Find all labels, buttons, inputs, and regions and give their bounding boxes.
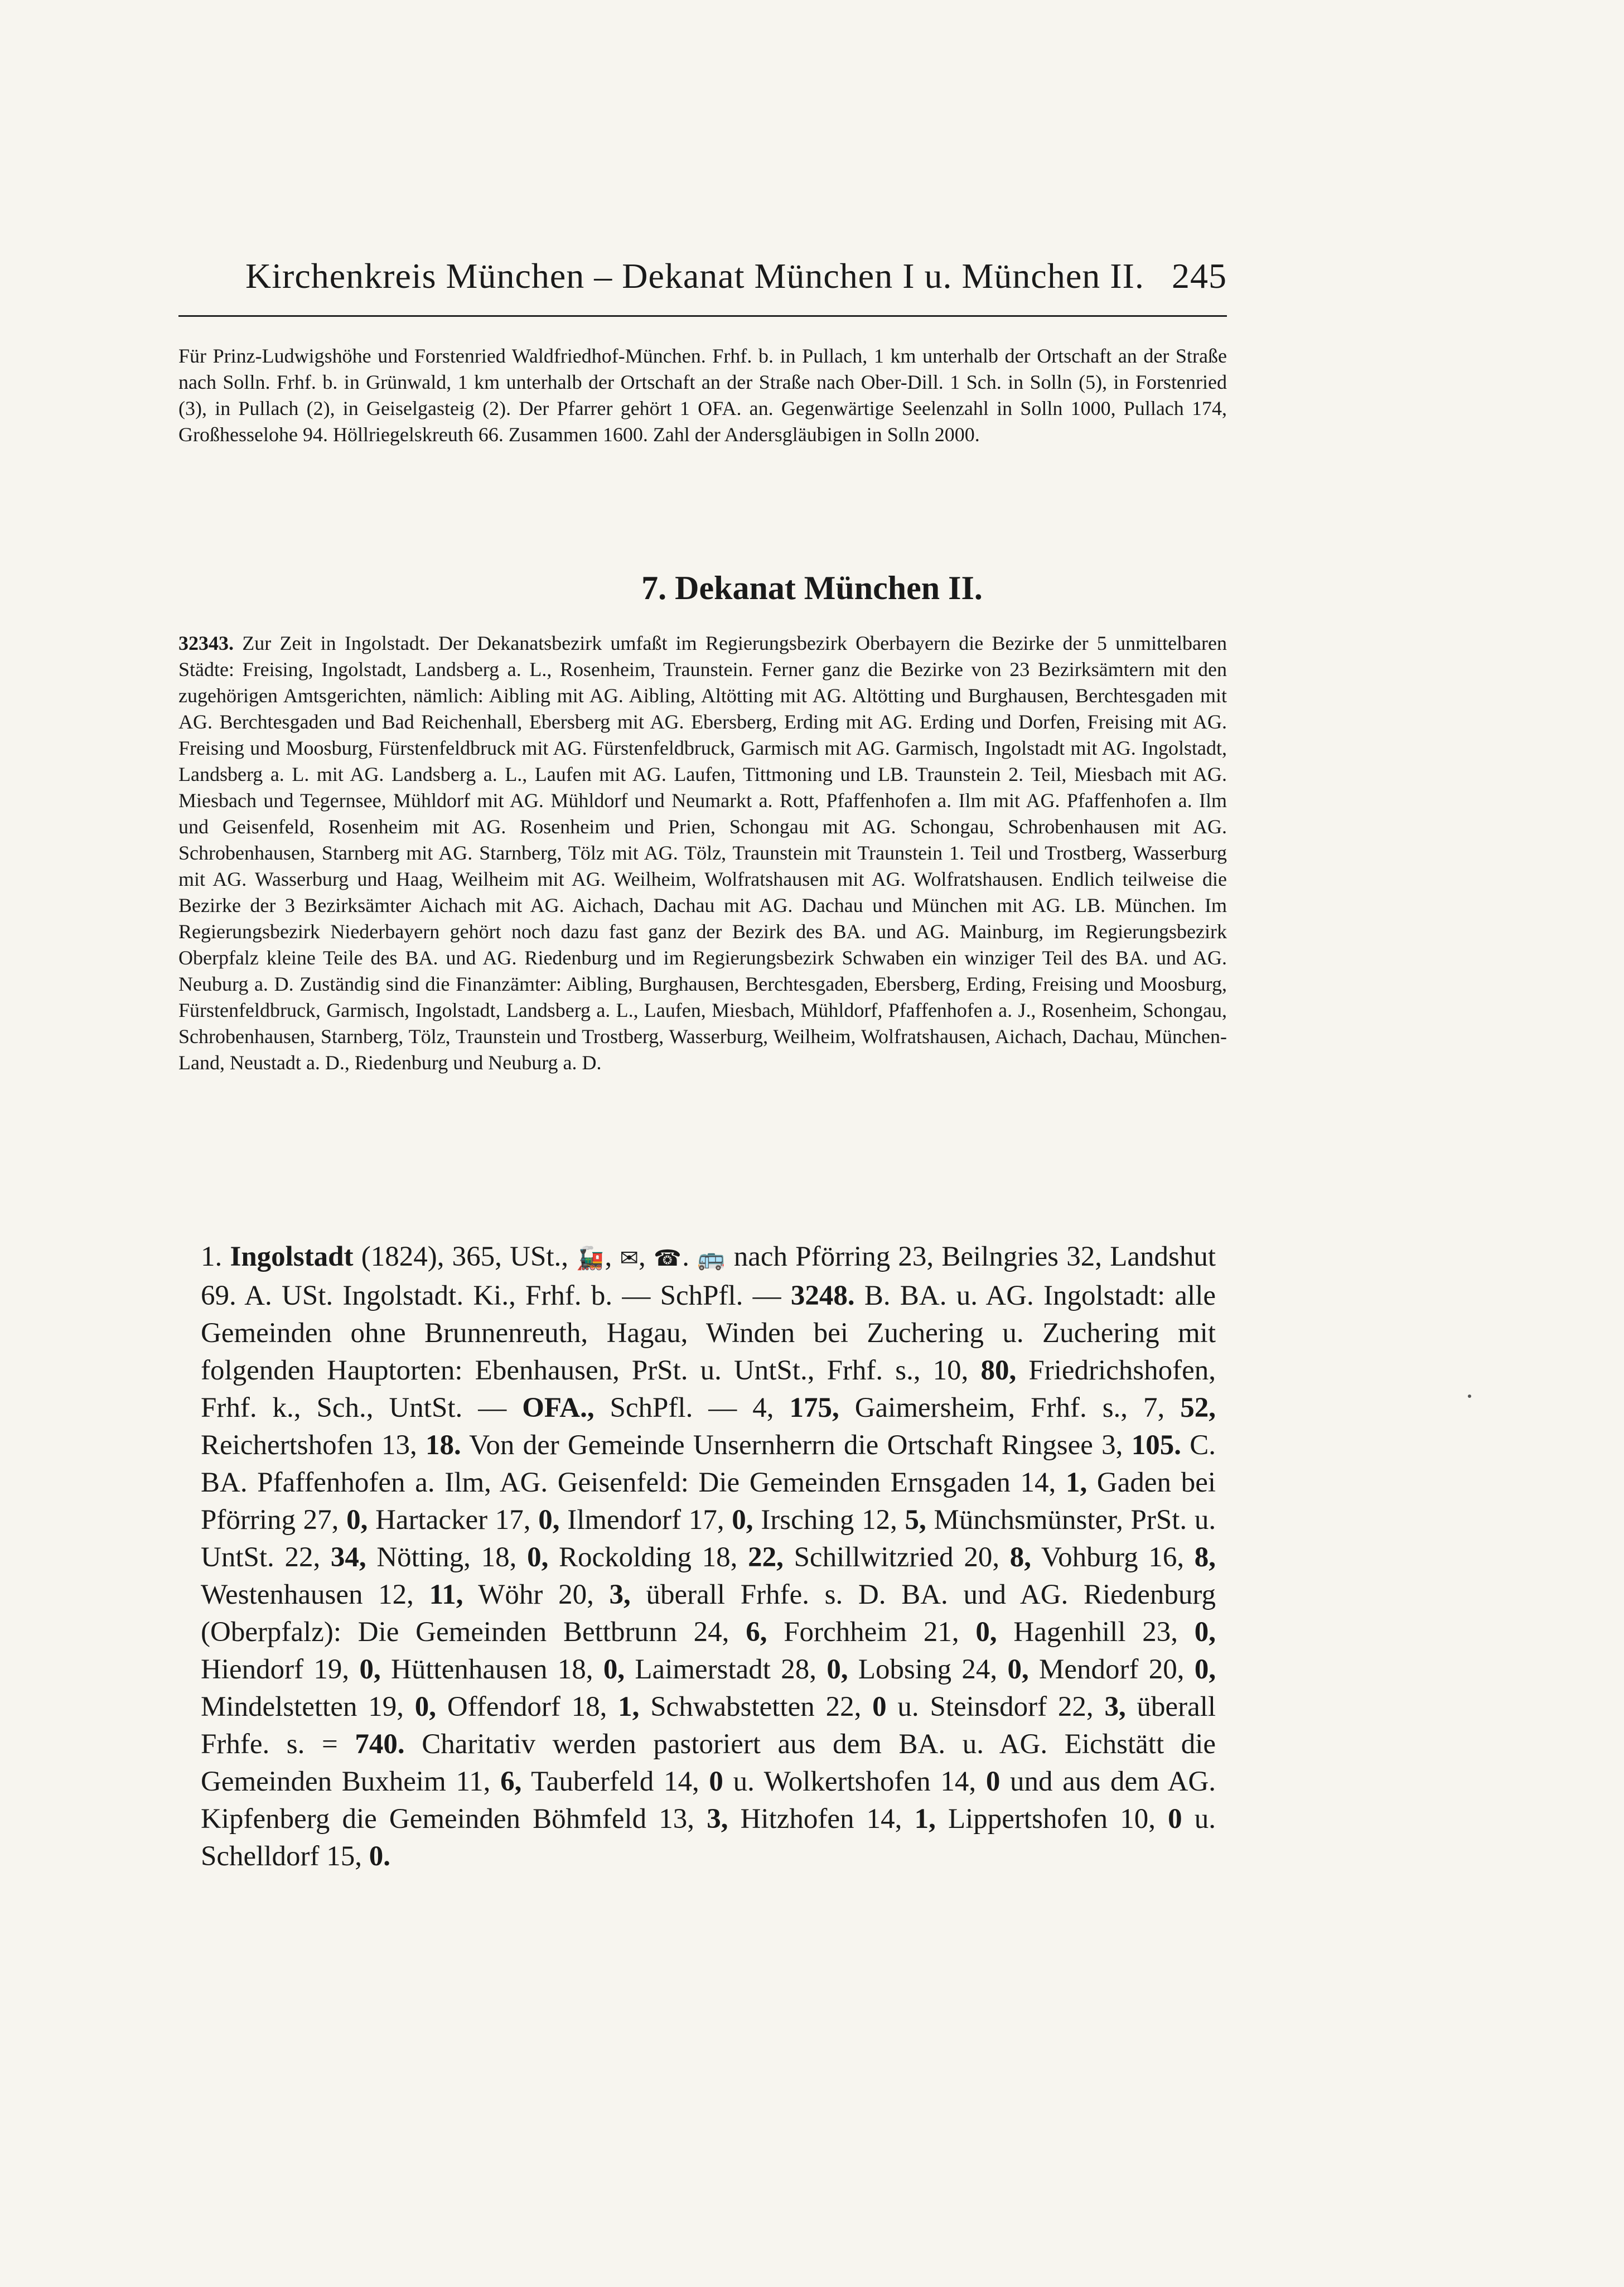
- district-number: 32343.: [178, 632, 234, 654]
- entry-text: Laimerstadt 28,: [635, 1654, 817, 1685]
- entry-text: Forchheim 21,: [784, 1617, 959, 1648]
- entry-text: Nötting, 18,: [376, 1542, 517, 1573]
- entry-figure: 8,: [1009, 1542, 1032, 1573]
- header-rule: [178, 315, 1227, 317]
- entry-figure: 1,: [1065, 1467, 1088, 1498]
- entry-figure: 6,: [500, 1766, 522, 1797]
- entry-ingolstadt: 1. Ingolstadt (1824), 365, USt., 🚂, ✉, ☎. 🚌 nach Pförring 23, Beilngries 32, Landshut 69. A. USt. Ingolstadt. Ki., Frhf. b. — SchPfl. — 3248. B. BA. u. AG. Ingolstadt: alle Gemeinden ohne Brunnenreuth, Hagau, Winden bei Zuchering u. Zuchering mit folgenden Hauptorten: Ebenhausen, PrSt. u. UntSt., Frhf. s., 10, 80, Friedrichshofen, Frhf. k., Sch., UntSt. — OFA., SchPfl. — 4, 175, Gaimersheim, Frhf. s., 7, 52, Reichertshofen 13, 18. Von der Gemeinde Unsernherrn die Ortschaft Ringsee 3, 105. C. BA. Pfaffenhofen a. Ilm, AG. Geisenfeld: Die Gemeinden Ernsgaden 14, 1, Gaden bei Pförring 27, 0, Hartacker 17, 0, Ilmendorf 17, 0, Irsching 12, 5, Münchsmünster, PrSt. u. UntSt. 22, 34, Nötting, 18, 0, Rockolding 18, 22, Schillwitzried 20, 8, Vohburg 16, 8, Westenhausen 12, 11, Wöhr 20, 3, überall Frhfe. s. D. BA. und AG. Riedenburg (Oberpfalz): Die Gemeinden Bettbrunn 24, 6, Forchheim 21, 0, Hagenhill 23, 0, Hiendorf 19, 0, Hüttenhausen 18, 0, Laimerstadt 28, 0, Lobsing 24, 0, Mendorf 20, 0, Mindelstetten 19, 0, Offendorf 18, 1, Schwabstetten 22, 0 u. Steinsdorf 22, 3, überall Frhfe. s. = 740. Charitativ werden pastoriert aus dem BA. u. AG. Eichstätt die Gemeinden Buxheim 11, 6, Tauberfeld 14, 0 u. Wolkertshofen 14, 0 und aus dem AG. Kipfenberg die Gemeinden Böhmfeld 13, 3, Hitzhofen 14, 1, Lippertshofen 10, 0 u. Schelldorf 15, 0.: [201, 1241, 1216, 1872]
- entry-text: Hagenhill 23,: [1013, 1617, 1178, 1648]
- entry-figure: 3248.: [790, 1280, 855, 1311]
- entry-text: Von der Gemeinde Unsernherrn die Ortschaft Ringsee 3,: [469, 1430, 1123, 1461]
- entry-text: Schillwitzried 20,: [794, 1542, 1000, 1573]
- entry-figure: 0,: [1194, 1654, 1216, 1685]
- entry-figure: 0,: [1194, 1617, 1216, 1648]
- entry-text: Hiendorf 19,: [201, 1654, 350, 1685]
- entry-figure: 52,: [1180, 1392, 1216, 1424]
- entry-figure: 0: [985, 1766, 1000, 1797]
- entry-figure: 0,: [603, 1654, 625, 1685]
- entry-text: überall Frhfe. s. =: [201, 1691, 1216, 1760]
- running-header: [245, 255, 1227, 297]
- entry-text: Hartacker 17,: [375, 1504, 531, 1536]
- entry-figure: 0,: [975, 1617, 997, 1648]
- entry-figure: 34,: [330, 1542, 366, 1573]
- telegraph-icon: ☎: [653, 1246, 683, 1271]
- running-title: Kirchenkreis München – Dekanat München I u. München II.: [245, 256, 1144, 296]
- entry-figure: 8,: [1194, 1542, 1216, 1573]
- entry-text: SchPfl. — 4,: [610, 1392, 774, 1424]
- entry-text: überall Frhfe. s. D. BA. und AG. Riedenburg (Oberpfalz): Die Gemeinden Bettbrunn 24,: [201, 1579, 1216, 1648]
- entry-figure: 0: [1168, 1803, 1182, 1835]
- entry-text: u. Schelldorf 15,: [201, 1803, 1216, 1872]
- entry-text: C. BA. Pfaffenhofen a. Ilm, AG. Geisenfeld: Die Gemeinden Ernsgaden 14,: [201, 1430, 1216, 1498]
- entry-text: Lippertshofen 10,: [948, 1803, 1156, 1835]
- entry-text: Irsching 12,: [761, 1504, 897, 1536]
- entry-text: Gaden bei Pförring 27,: [201, 1467, 1216, 1536]
- entry-figure: 80,: [980, 1355, 1017, 1386]
- bus-icon: 🚌: [697, 1246, 726, 1271]
- entry-figure: 6,: [746, 1617, 767, 1648]
- entry-place: Ingolstadt: [230, 1241, 354, 1272]
- entry-figure: 0,: [527, 1542, 549, 1573]
- entry-text: Reichertshofen 13,: [201, 1430, 417, 1461]
- entry-figure: 11,: [429, 1579, 463, 1610]
- entry-figure: 22,: [748, 1542, 784, 1573]
- entry-text: Gaimersheim, Frhf. s., 7,: [854, 1392, 1165, 1424]
- entry-figure: 0,: [826, 1654, 848, 1685]
- post-icon: ✉: [620, 1246, 639, 1271]
- entry-text: Hüttenhausen 18,: [391, 1654, 593, 1685]
- entry-text: Münchsmünster, PrSt. u. UntSt. 22,: [201, 1504, 1216, 1573]
- page-number: 245: [1172, 256, 1227, 296]
- railway-icon: 🚂: [576, 1246, 605, 1271]
- entry-text: Wöhr 20,: [478, 1579, 594, 1610]
- entry-figure: 740.: [355, 1729, 405, 1760]
- entry-figure: 0: [872, 1691, 887, 1723]
- entry-text: Rockolding 18,: [559, 1542, 738, 1573]
- entry-text: (1824), 365, USt.,: [361, 1241, 569, 1272]
- entry-number: 1.: [201, 1241, 223, 1272]
- district-text: Zur Zeit in Ingolstadt. Der Dekanatsbezirk umfaßt im Regierungsbezirk Oberbayern die Bezirke der 5 unmittelbaren Städte: Freising, Ingolstadt, Landsberg a. L., Rosenheim, Traunstein. Ferner ganz die Bezirke von 23 Bezirksämtern mit den zugehörigen Amtsgerichten, nämlich: Aibling mit AG. Aibling, Altötting mit AG. Altötting und Burghausen, Berchtesgaden mit AG. Berchtesgaden und Bad Reichenhall, Ebersberg mit AG. Ebersberg, Erding mit AG. Erding und Dorfen, Freising mit AG. Freising und Moosburg, Fürstenfeldbruck mit AG. Fürstenfeldbruck, Garmisch mit AG. Garmisch, Ingolstadt mit AG. Ingolstadt, Landsberg a. L. mit AG. Landsberg a. L., Laufen mit AG. Laufen, Tittmoning und LB. Traunstein 2. Teil, Miesbach mit AG. Miesbach und Tegernsee, Mühldorf mit AG. Mühldorf und Neumarkt a. Rott, Pfaffenhofen a. Ilm mit AG. Pfaffenhofen a. Ilm und Geisenfeld, Rosenheim mit AG. Rosenheim und Prien, Schongau mit AG. Schongau, Schrobenhausen mit AG. Schrobenhausen, Starnberg mit AG. Starnberg, Tölz mit AG. Tölz, Traunstein mit Traunstein 1. Teil und Trostberg, Wasserburg mit AG. Wasserburg und Haag, Weilheim mit AG. Weilheim, Wolfratshausen mit AG. Wolfratshausen. Endlich teilweise die Bezirke der 3 Bezirksämter Aichach mit AG. Aichach, Dachau mit AG. Dachau und München mit AG. LB. München. Im Regierungsbezirk Niederbayern gehört noch dazu fast ganz der Bezirk des BA. und AG. Mainburg, im Regierungsbezirk Oberpfalz kleine Teile des BA. und AG. Riedenburg und im Regierungsbezirk Schwaben ein winziger Teil des BA. und AG. Neuburg a. D. Zuständig sind die Finanzämter: Aibling, Burghausen, Berchtesgaden, Ebersberg, Erding, Freising und Moosburg, Fürstenfeldbruck, Garmisch, Ingolstadt, Landsberg a. L., Laufen, Miesbach, Mühldorf, Pfaffenhofen a. J., Rosenheim, Schongau, Schrobenhausen, Starnberg, Tölz, Traunstein und Trostberg, Wasserburg, Weilheim, Wolfratshausen, Aichach, Dachau, München-Land, Neustadt a. D., Riedenburg und Neuburg a. D.: [178, 632, 1227, 1074]
- entry-text: B. BA. u. AG. Ingolstadt: alle Gemeinden ohne Brunnenreuth, Hagau, Winden bei Zuchering u. Zuchering mit folgenden Hauptorten: Ebenhausen, PrSt. u. UntSt., Frhf. s., 10,: [201, 1280, 1216, 1386]
- entry-figure: 0.: [369, 1841, 390, 1872]
- entry-text: Charitativ werden pastoriert aus dem BA. u. AG. Eichstätt die Gemeinden Buxheim 11,: [201, 1729, 1216, 1797]
- entry-figure: 1,: [914, 1803, 936, 1835]
- entry-figure: 175,: [789, 1392, 839, 1424]
- entry-text: Mendorf 20,: [1039, 1654, 1185, 1685]
- entry-figure: 0,: [732, 1504, 753, 1536]
- entry-figure: 0,: [346, 1504, 368, 1536]
- entry-text: nach Pförring 23, Beilngries 32, Landshut 69. A. USt. Ingolstadt. Ki., Frhf. b. — SchPfl. —: [201, 1241, 1216, 1311]
- entry-figure: 1,: [618, 1691, 640, 1723]
- entry-figure: 105.: [1131, 1430, 1181, 1461]
- scan-speck: [1468, 1395, 1471, 1398]
- entry-figure: 5,: [905, 1504, 926, 1536]
- entry-figure: 18.: [426, 1430, 461, 1461]
- entry-text: u. Wolkertshofen 14,: [733, 1766, 977, 1797]
- entry-text: Offendorf 18,: [447, 1691, 607, 1723]
- continuation-paragraph: Für Prinz-Ludwigshöhe und Forstenried Waldfriedhof-München. Frhf. b. in Pullach, 1 km unterhalb der Ortschaft an der Straße nach Solln. Frhf. b. in Grünwald, 1 km unterhalb der Ortschaft an der Straße nach Ober-Dill. 1 Sch. in Solln (5), in Forstenried (3), in Pullach (2), in Geiselgasteig (2). Der Pfarrer gehört 1 OFA. an. Gegenwärtige Seelenzahl in Solln 1000, Pullach 174, Großhesselohe 94. Höllriegelskreuth 66. Zusammen 1600. Zahl der Andersgläubigen in Solln 2000.: [178, 345, 1227, 446]
- district-paragraph: [178, 630, 1227, 1076]
- entry-figure: 0,: [538, 1504, 560, 1536]
- entry-text: Schwabstetten 22,: [650, 1691, 862, 1723]
- entry-figure: 3,: [609, 1579, 631, 1610]
- entry-text: Ilmendorf 17,: [567, 1504, 724, 1536]
- entry-text: und aus dem AG. Kipfenberg die Gemeinden Böhmfeld 13,: [201, 1766, 1216, 1835]
- section-heading: 7. Dekanat München II.: [641, 570, 983, 606]
- entry-figure: 0,: [414, 1691, 437, 1723]
- entry-text: Mindelstetten 19,: [201, 1691, 404, 1723]
- entry-figure: 3,: [707, 1803, 728, 1835]
- entry-text: Friedrichshofen, Frhf. k., Sch., UntSt. —: [201, 1355, 1216, 1424]
- entry-text: Hitzhofen 14,: [740, 1803, 902, 1835]
- entry-figure: 0: [709, 1766, 723, 1797]
- entry-text: Westenhausen 12,: [201, 1579, 414, 1610]
- entry-figure: OFA.,: [522, 1392, 594, 1424]
- entry-figure: 0,: [1007, 1654, 1029, 1685]
- entry-figure: 0,: [359, 1654, 381, 1685]
- entry-text: Tauberfeld 14,: [531, 1766, 699, 1797]
- entry-text: u. Steinsdorf 22,: [897, 1691, 1094, 1723]
- entry-text: Vohburg 16,: [1041, 1542, 1185, 1573]
- entry-text: Lobsing 24,: [858, 1654, 998, 1685]
- entry-figure: 3,: [1104, 1691, 1126, 1723]
